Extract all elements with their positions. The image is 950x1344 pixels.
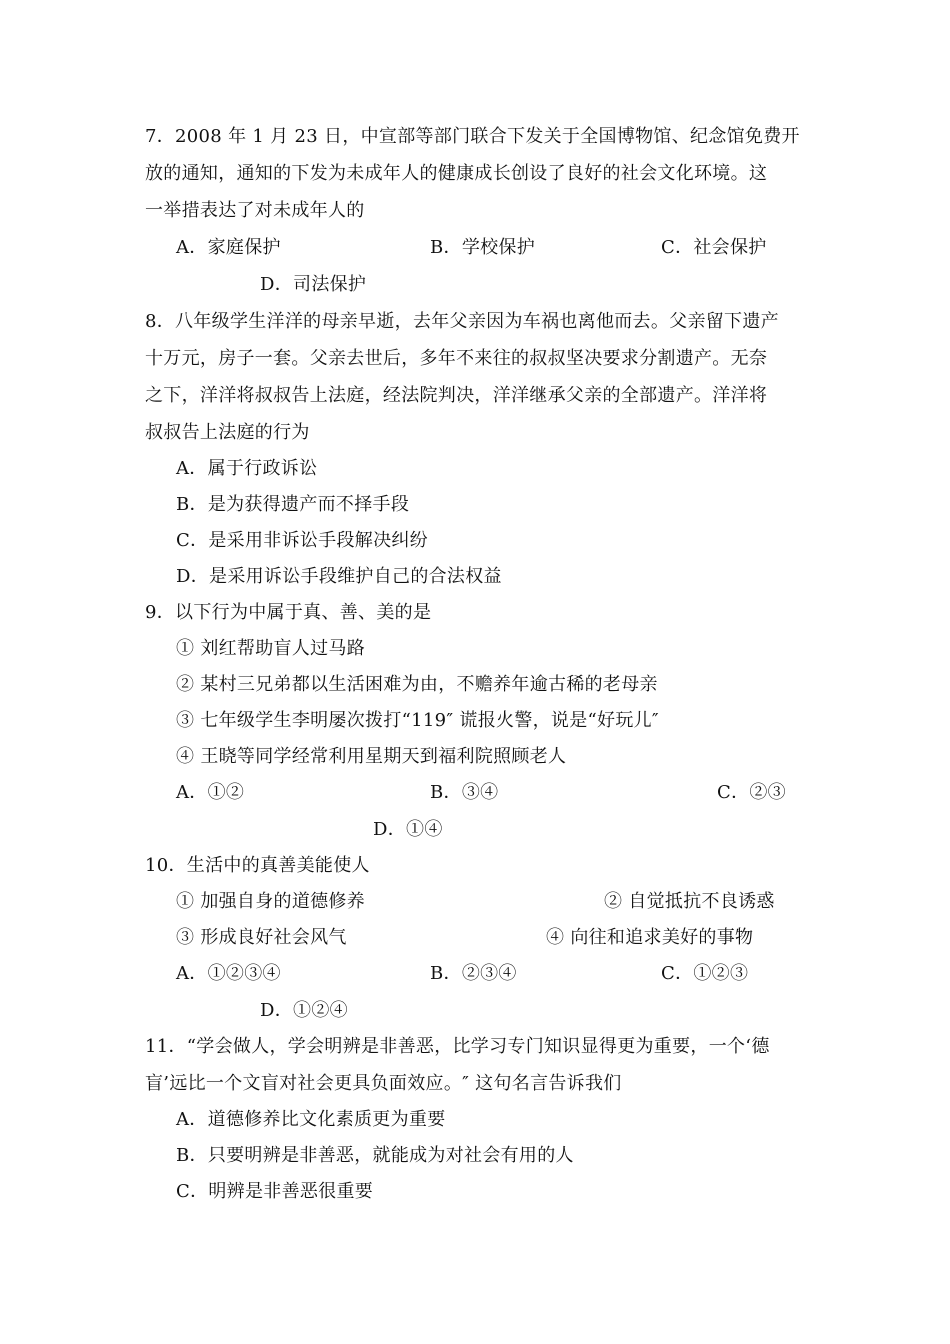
q7-stem-line-2: 放的通知，通知的下发为未成年人的健康成长创设了良好的社会文化环境。这 [145,163,768,184]
q10-option-d: D．①②④ [260,1000,348,1021]
q8-option-d: D．是采用诉讼手段维护自己的合法权益 [176,566,502,587]
q7-stem-line-1: 7．2008 年 1 月 23 日，中宣部等部门联合下发关于全国博物馆、纪念馆免费开 [145,126,800,147]
q10-option-b: B．②③④ [430,963,517,984]
q8-option-c: C．是采用非诉讼手段解决纠纷 [176,530,428,551]
q7-stem-line-3: 一举措表达了对未成年人的 [145,200,365,221]
q10-option-a: A．①②③④ [176,963,281,984]
q7-option-d: D．司法保护 [260,274,367,295]
q8-stem-line-2: 十万元，房子一套。父亲去世后，多年不来往的叔叔坚决要求分割遗产。无奈 [145,348,768,369]
q11-stem-line-1: 11．“学会做人，学会明辨是非善恶，比学习专门知识显得更为重要，一个‘德 [145,1036,770,1057]
q9-option-a: A．①② [176,782,245,803]
q8-option-b: B．是为获得遗产而不择手段 [176,494,410,515]
q10-item-2: ② 自觉抵抗不良诱惑 [604,891,775,912]
q9-item-3: ③ 七年级学生李明屡次拨打“119″ 谎报火警，说是“好玩儿″ [176,710,659,731]
q9-option-b: B．③④ [430,782,499,803]
q11-option-a: A．道德修养比文化素质更为重要 [176,1109,446,1130]
q8-option-a: A．属于行政诉讼 [176,458,318,479]
q7-option-c: C．社会保护 [661,237,767,258]
q8-stem-line-3: 之下，洋洋将叔叔告上法庭，经法院判决，洋洋继承父亲的全部遗产。洋洋将 [145,385,768,406]
q11-option-c: C．明辨是非善恶很重要 [176,1181,374,1202]
q11-stem-line-2: 盲’远比一个文盲对社会更具负面效应。″ 这句名言告诉我们 [145,1073,622,1094]
q9-item-2: ② 某村三兄弟都以生活困难为由，不赡养年逾古稀的老母亲 [176,674,658,695]
q10-item-4: ④ 向往和追求美好的事物 [546,927,754,948]
q8-stem-line-4: 叔叔告上法庭的行为 [145,422,310,443]
q10-option-c: C．①②③ [661,963,749,984]
q7-option-b: B．学校保护 [430,237,536,258]
q10-stem: 10．生活中的真善美能使人 [145,855,370,876]
q9-item-4: ④ 王晓等同学经常利用星期天到福利院照顾老人 [176,746,567,767]
q8-stem-line-1: 8．八年级学生洋洋的母亲早逝，去年父亲因为车祸也离他而去。父亲留下遗产 [145,311,779,332]
q9-item-1: ① 刘红帮助盲人过马路 [176,638,366,659]
q7-option-a: A．家庭保护 [176,237,281,258]
q9-option-d: D．①④ [373,819,443,840]
q10-item-3: ③ 形成良好社会风气 [176,927,347,948]
q9-stem: 9．以下行为中属于真、善、美的是 [145,602,432,623]
q10-item-1: ① 加强自身的道德修养 [176,891,366,912]
q9-option-c: C．②③ [717,782,786,803]
q11-option-b: B．只要明辨是非善恶，就能成为对社会有用的人 [176,1145,574,1166]
